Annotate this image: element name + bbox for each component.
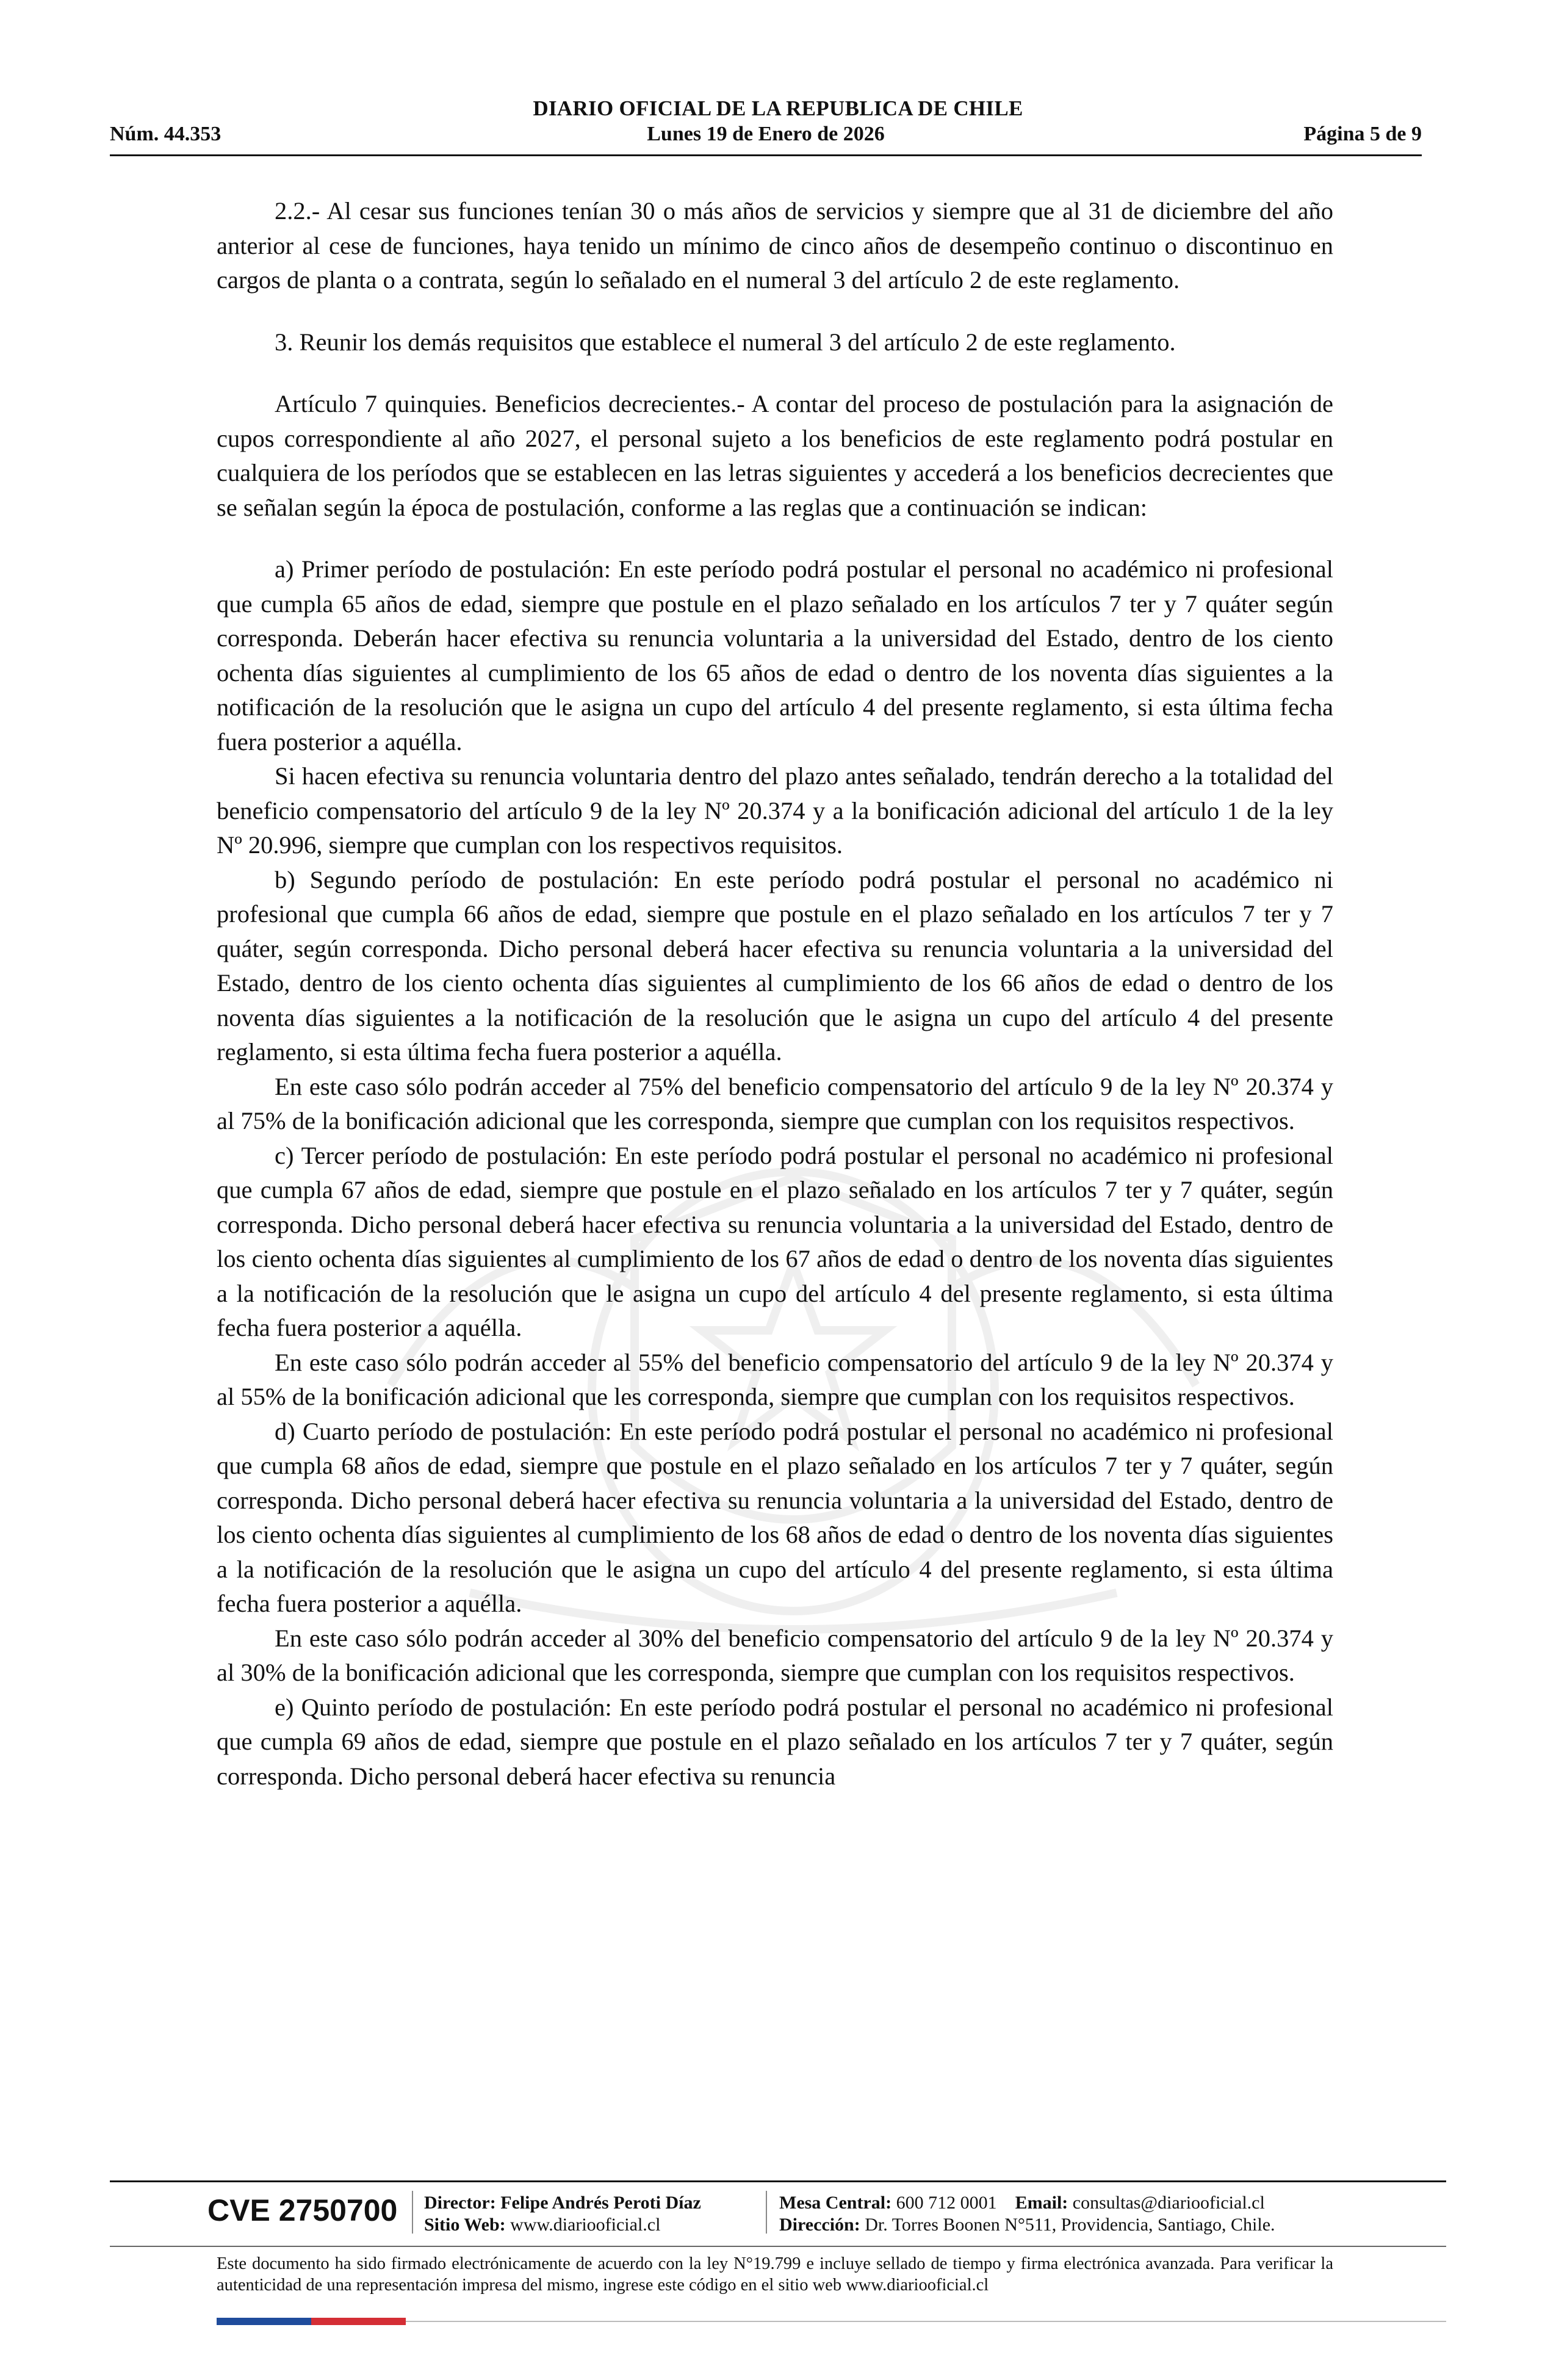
cve-code: CVE 2750700	[207, 2193, 398, 2227]
director-name: Felipe Andrés Peroti Díaz	[500, 2193, 701, 2213]
electronic-signature-notice: Este documento ha sido firmado electrónicamente de acuerdo con la ley N°19.799 e incluye sellado de tiempo y firma electrónica avanzada. Para verificar la autenticidad de una representación impresa del mismo, ingrese este código en el sitio web www.diariooficial.cl	[217, 2254, 1333, 2295]
paragraph-d-benefit: En este caso sólo podrán acceder al 30% del beneficio compensatorio del artículo 9 de la ley Nº 20.374 y al 30% de la bonificación adicional que les corresponda, siempre que cumplan con los requisitos respectivos.	[217, 1624, 1333, 1686]
address-value: Dr. Torres Boonen N°511, Providencia, Santiago, Chile.	[865, 2215, 1275, 2235]
address-label: Dirección:	[779, 2215, 860, 2235]
footer-separator	[412, 2191, 413, 2234]
issue-date: Lunes 19 de Enero de 2026	[647, 123, 885, 145]
paragraph-d: d) Cuarto período de postulación: En este período podrá postular el personal no académico ni profesional que cumpla 68 años de edad, siempre que postule en el plazo señalado en los artículos 7 ter y 7 quáter, según corresponda. Dicho personal deberá hacer efectiva su renuncia voluntaria a la universidad del Estado, dentro de los ciento ochenta días siguientes al cumplimiento de los 68 años de edad o dentro de los noventa días siguientes a la notificación de la resolución que le asigna un cupo del artículo 4 del presente reglamento, si esta última fecha fuera posterior a aquélla.	[217, 1417, 1333, 1617]
header-row	[110, 123, 1422, 150]
issue-number: Núm. 44.353	[110, 123, 222, 145]
newspaper-title: DIARIO OFICIAL DE LA REPUBLICA DE CHILE	[533, 96, 1023, 120]
website-link[interactable]: www.diariooficial.cl	[510, 2215, 661, 2235]
footer-contact-block	[779, 2192, 1275, 2236]
paragraph-c-benefit: En este caso sólo podrán acceder al 55% del beneficio compensatorio del artículo 9 de la ley Nº 20.374 y al 55% de la bonificación adicional que les corresponda, siempre que cumplan con los requisitos respectivos.	[217, 1348, 1333, 1410]
footer-director-block	[424, 2192, 701, 2236]
paragraph-e: e) Quinto período de postulación: En este período podrá postular el personal no académico ni profesional que cumpla 69 años de edad, siempre que postule en el plazo señalado en los artículos 7 ter y 7 quáter, según corresponda. Dicho personal deberá hacer efectiva su renuncia	[217, 1693, 1333, 1790]
flag-blue-segment	[217, 2318, 311, 2325]
flag-bar	[217, 2318, 406, 2325]
email-label: Email:	[1015, 2193, 1068, 2213]
paragraph-b-benefit: En este caso sólo podrán acceder al 75% del beneficio compensatorio del artículo 9 de la ley Nº 20.374 y al 75% de la bonificación adicional que les corresponda, siempre que cumplan con los requisitos respectivos.	[217, 1072, 1333, 1134]
paragraph-2-2: 2.2.- Al cesar sus funciones tenían 30 o más años de servicios y siempre que al 31 de diciembre del año anterior al cese de funciones, haya tenido un mínimo de cinco años de desempeño continuo o discontinuo en cargos de planta o a contrata, según lo señalado en el numeral 3 del artículo 2 de este reglamento.	[217, 197, 1333, 294]
footer-separator	[766, 2191, 767, 2234]
paragraph-b: b) Segundo período de postulación: En este período podrá postular el personal no académico ni profesional que cumpla 66 años de edad, siempre que postule en el plazo señalado en los artículos 7 ter y 7 quáter, según corresponda. Dicho personal deberá hacer efectiva su renuncia voluntaria a la universidad del Estado, dentro de los ciento ochenta días siguientes al cumplimiento de los 66 años de edad o dentro de los noventa días siguientes a la notificación de la resolución que le asigna un cupo del artículo 4 del presente reglamento, si esta última fecha fuera posterior a aquélla.	[217, 865, 1333, 1066]
paragraph-a-benefit: Si hacen efectiva su renuncia voluntaria dentro del plazo antes señalado, tendrán derecho a la totalidad del beneficio compensatorio del artículo 9 de la ley Nº 20.374 y a la bonificación adicional del artículo 1 de la ley Nº 20.996, siempre que cumplan con los respectivos requisitos.	[217, 762, 1333, 859]
paragraph-article-7-quinquies: Artículo 7 quinquies. Beneficios decrecientes.- A contar del proceso de postulación para la asignación de cupos correspondiente al año 2027, el personal sujeto a los beneficios de este reglamento podrá postular en cualquiera de los períodos que se establecen en las letras siguientes y accederá a los beneficios decrecientes que se señalan según la época de postulación, conforme a las reglas que a continuación se indican:	[217, 390, 1333, 521]
page-number: Página 5 de 9	[1303, 123, 1422, 145]
paragraph-3: 3. Reunir los demás requisitos que establece el numeral 3 del artículo 2 de este reglamento.	[275, 328, 1176, 356]
paragraph-c: c) Tercer período de postulación: En este período podrá postular el personal no académico ni profesional que cumpla 67 años de edad, siempre que postule en el plazo señalado en los artículos 7 ter y 7 quáter, según corresponda. Dicho personal deberá hacer efectiva su renuncia voluntaria a la universidad del Estado, dentro de los ciento ochenta días siguientes al cumplimiento de los 67 años de edad o dentro de los noventa días siguientes a la notificación de la resolución que le asigna un cupo del artículo 4 del presente reglamento, si esta última fecha fuera posterior a aquélla.	[217, 1141, 1333, 1341]
mesa-label: Mesa Central:	[779, 2193, 892, 2213]
document-body	[217, 194, 1333, 1794]
flag-red-segment	[311, 2318, 406, 2325]
website-label: Sitio Web:	[424, 2215, 506, 2235]
flag-bar-line	[406, 2321, 1446, 2322]
footer-divider-top	[110, 2180, 1446, 2182]
director-label: Director:	[424, 2193, 496, 2213]
paragraph-a: a) Primer período de postulación: En este período podrá postular el personal no académico ni profesional que cumpla 65 años de edad, siempre que postule en el plazo señalado en los artículos 7 ter y 7 quáter según corresponda. Deberán hacer efectiva su renuncia voluntaria a la universidad del Estado, dentro de los ciento ochenta días siguientes al cumplimiento de los 65 años de edad o dentro de los noventa días siguientes a la notificación de la resolución que le asigna un cupo del artículo 4 del presente reglamento, si esta última fecha fuera posterior a aquélla.	[217, 555, 1333, 755]
header-divider	[110, 154, 1422, 156]
footer-divider-bottom	[110, 2246, 1446, 2247]
email-link[interactable]: consultas@diariooficial.cl	[1072, 2193, 1265, 2213]
mesa-phone: 600 712 0001	[896, 2193, 997, 2213]
